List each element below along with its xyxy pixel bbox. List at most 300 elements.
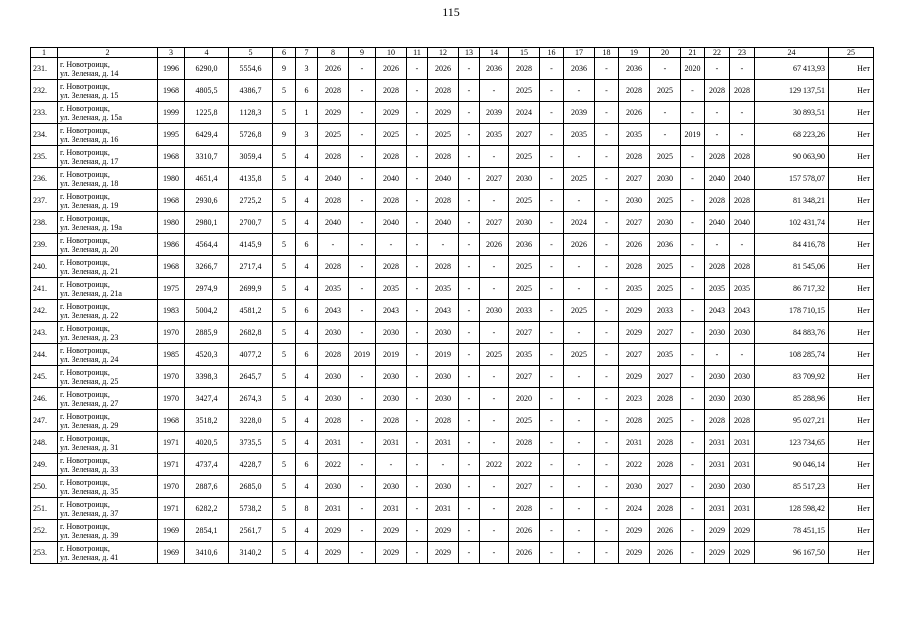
address-cell xyxy=(58,146,158,168)
table-cell: 2031 xyxy=(428,498,459,520)
flag-cell: Нет xyxy=(829,300,874,322)
table-cell: 4737,4 xyxy=(185,454,229,476)
table-cell: 2025 xyxy=(376,124,407,146)
cost-cell: 95 027,21 xyxy=(755,410,829,432)
flag-cell: Нет xyxy=(829,476,874,498)
table-cell: 1969 xyxy=(158,520,185,542)
table-cell: 2027 xyxy=(619,344,650,366)
table-cell: - xyxy=(705,234,730,256)
table-cell: - xyxy=(459,168,480,190)
column-number-header: 15 xyxy=(509,48,540,58)
address-street: ул. Зеленая, д. 25 xyxy=(60,376,119,386)
flag-cell: Нет xyxy=(829,190,874,212)
table-cell: - xyxy=(595,58,619,80)
table-cell: 2030 xyxy=(705,476,730,498)
table-cell: - xyxy=(681,366,705,388)
table-cell: 2025 xyxy=(650,80,681,102)
table-cell: 2043 xyxy=(705,300,730,322)
table-cell: 2025 xyxy=(650,278,681,300)
cost-cell: 85 517,23 xyxy=(755,476,829,498)
table-cell: - xyxy=(349,520,376,542)
table-cell: - xyxy=(540,388,564,410)
table-cell: - xyxy=(564,256,595,278)
address-cell xyxy=(58,322,158,344)
table-row xyxy=(31,190,874,212)
table-cell: - xyxy=(595,454,619,476)
table-cell: 2031 xyxy=(376,498,407,520)
table-cell: - xyxy=(705,344,730,366)
table-cell: 2040 xyxy=(318,168,349,190)
table-cell: 2026 xyxy=(650,542,681,564)
table-cell: 2028 xyxy=(730,256,755,278)
table-cell: - xyxy=(681,102,705,124)
housing-repair-table xyxy=(30,47,874,564)
table-cell: 2035 xyxy=(428,278,459,300)
table-row xyxy=(31,322,874,344)
flag-cell: Нет xyxy=(829,168,874,190)
row-number-cell: 244. xyxy=(31,344,58,366)
table-cell: 2019 xyxy=(681,124,705,146)
table-cell: 2028 xyxy=(705,256,730,278)
address-city: г. Новотроицк, xyxy=(60,433,110,443)
table-cell: - xyxy=(349,124,376,146)
address-street: ул. Зеленая, д. 37 xyxy=(60,508,119,518)
table-cell: 2030 xyxy=(650,168,681,190)
address-street: ул. Зеленая, д. 15а xyxy=(60,112,122,122)
table-cell: 2031 xyxy=(730,454,755,476)
table-cell: 5 xyxy=(273,80,296,102)
table-cell: 2030 xyxy=(509,212,540,234)
table-cell: - xyxy=(595,256,619,278)
table-row xyxy=(31,520,874,542)
table-cell: - xyxy=(540,124,564,146)
address-city: г. Новотроицк, xyxy=(60,543,110,553)
table-cell: 2040 xyxy=(376,212,407,234)
table-cell: - xyxy=(681,190,705,212)
table-cell: 2980,1 xyxy=(185,212,229,234)
table-cell: 2025 xyxy=(428,124,459,146)
table-cell: 5 xyxy=(273,212,296,234)
flag-cell: Нет xyxy=(829,366,874,388)
table-cell: 2030 xyxy=(650,212,681,234)
flag-cell: Нет xyxy=(829,432,874,454)
table-cell: - xyxy=(407,300,428,322)
table-cell: - xyxy=(540,366,564,388)
table-cell: - xyxy=(459,80,480,102)
table-cell: - xyxy=(459,366,480,388)
table-cell: - xyxy=(681,542,705,564)
table-cell: 5 xyxy=(273,234,296,256)
column-number-header: 14 xyxy=(480,48,509,58)
table-cell: 2030 xyxy=(705,366,730,388)
table-cell: - xyxy=(407,520,428,542)
table-cell: - xyxy=(459,234,480,256)
table-cell: - xyxy=(540,278,564,300)
table-row xyxy=(31,168,874,190)
table-cell: - xyxy=(459,256,480,278)
cost-cell: 86 717,32 xyxy=(755,278,829,300)
row-number-cell: 245. xyxy=(31,366,58,388)
table-cell: - xyxy=(407,190,428,212)
table-cell: - xyxy=(480,256,509,278)
column-number-header: 10 xyxy=(376,48,407,58)
cost-cell: 96 167,50 xyxy=(755,542,829,564)
table-cell: 2030 xyxy=(428,366,459,388)
row-number-cell: 241. xyxy=(31,278,58,300)
table-cell: 2028 xyxy=(428,410,459,432)
cost-cell: 102 431,74 xyxy=(755,212,829,234)
table-cell: - xyxy=(459,388,480,410)
table-cell: - xyxy=(540,102,564,124)
table-cell: 2028 xyxy=(376,410,407,432)
column-number-header: 17 xyxy=(564,48,595,58)
table-cell: 2035 xyxy=(480,124,509,146)
page-number: 115 xyxy=(442,5,460,19)
table-cell: 1968 xyxy=(158,410,185,432)
table-cell: 2019 xyxy=(376,344,407,366)
table-cell: 6 xyxy=(296,300,318,322)
table-cell: 2019 xyxy=(428,344,459,366)
address-city: г. Новотроицк, xyxy=(60,389,110,399)
row-number-cell: 242. xyxy=(31,300,58,322)
table-cell: - xyxy=(428,454,459,476)
table-cell: - xyxy=(564,476,595,498)
table-cell: 2025 xyxy=(509,256,540,278)
flag-cell: Нет xyxy=(829,388,874,410)
table-cell: 3266,7 xyxy=(185,256,229,278)
table-cell: - xyxy=(595,344,619,366)
table-cell: 2025 xyxy=(509,80,540,102)
table-cell: 2040 xyxy=(730,212,755,234)
table-cell: 2029 xyxy=(619,300,650,322)
address-cell xyxy=(58,168,158,190)
table-cell: 2027 xyxy=(480,168,509,190)
address-cell xyxy=(58,80,158,102)
table-cell: 1986 xyxy=(158,234,185,256)
address-cell xyxy=(58,278,158,300)
flag-cell: Нет xyxy=(829,234,874,256)
table-cell: - xyxy=(540,410,564,432)
table-cell: 4651,4 xyxy=(185,168,229,190)
address-cell xyxy=(58,498,158,520)
address-cell xyxy=(58,388,158,410)
row-number-cell: 237. xyxy=(31,190,58,212)
table-cell: 2027 xyxy=(619,212,650,234)
cost-cell: 84 883,76 xyxy=(755,322,829,344)
table-cell: - xyxy=(459,344,480,366)
table-cell: 2030 xyxy=(376,322,407,344)
table-cell: - xyxy=(459,454,480,476)
cost-cell: 85 288,96 xyxy=(755,388,829,410)
table-cell: - xyxy=(540,146,564,168)
table-cell: 2024 xyxy=(619,498,650,520)
table-row xyxy=(31,542,874,564)
table-cell: - xyxy=(595,234,619,256)
flag-cell: Нет xyxy=(829,498,874,520)
table-row xyxy=(31,366,874,388)
address-street: ул. Зеленая, д. 41 xyxy=(60,552,119,562)
address-city: г. Новотроицк, xyxy=(60,81,110,91)
flag-cell: Нет xyxy=(829,542,874,564)
table-cell: - xyxy=(730,124,755,146)
table-cell: - xyxy=(540,212,564,234)
table-row xyxy=(31,498,874,520)
table-cell: 2030 xyxy=(730,322,755,344)
row-number-cell: 233. xyxy=(31,102,58,124)
cost-cell: 83 709,92 xyxy=(755,366,829,388)
row-number-cell: 234. xyxy=(31,124,58,146)
table-cell: 2035 xyxy=(619,124,650,146)
table-row xyxy=(31,454,874,476)
table-cell: 2030 xyxy=(705,322,730,344)
table-cell: - xyxy=(349,234,376,256)
table-cell: - xyxy=(681,344,705,366)
table-cell: - xyxy=(480,388,509,410)
flag-cell: Нет xyxy=(829,212,874,234)
table-cell: 4020,5 xyxy=(185,432,229,454)
table-cell: - xyxy=(349,80,376,102)
table-cell: - xyxy=(349,454,376,476)
table-cell: 2029 xyxy=(376,520,407,542)
table-body xyxy=(31,48,874,564)
address-cell xyxy=(58,542,158,564)
table-cell: 2029 xyxy=(619,520,650,542)
table-cell: - xyxy=(540,498,564,520)
table-cell: - xyxy=(349,102,376,124)
table-cell: 2036 xyxy=(650,234,681,256)
table-cell: 2022 xyxy=(509,454,540,476)
address-city: г. Новотроицк, xyxy=(60,323,110,333)
table-cell: 5 xyxy=(273,322,296,344)
table-cell: - xyxy=(595,388,619,410)
table-row xyxy=(31,124,874,146)
table-cell: - xyxy=(564,432,595,454)
table-cell: 2022 xyxy=(318,454,349,476)
column-number-header: 11 xyxy=(407,48,428,58)
table-cell: - xyxy=(540,454,564,476)
address-cell xyxy=(58,212,158,234)
cost-cell: 128 598,42 xyxy=(755,498,829,520)
cost-cell: 81 348,21 xyxy=(755,190,829,212)
table-cell: 2020 xyxy=(509,388,540,410)
address-street: ул. Зеленая, д. 23 xyxy=(60,332,119,342)
address-street: ул. Зеленая, д. 18 xyxy=(60,178,119,188)
table-cell: 2029 xyxy=(318,520,349,542)
table-cell: - xyxy=(480,520,509,542)
table-cell: 2035 xyxy=(730,278,755,300)
table-cell: - xyxy=(349,168,376,190)
address-street: ул. Зеленая, д. 24 xyxy=(60,354,119,364)
flag-cell: Нет xyxy=(829,58,874,80)
table-cell: - xyxy=(540,256,564,278)
table-cell: 2029 xyxy=(619,322,650,344)
address-cell xyxy=(58,300,158,322)
table-cell: 2024 xyxy=(509,102,540,124)
table-cell: - xyxy=(540,80,564,102)
table-cell: 2025 xyxy=(564,300,595,322)
column-number-header: 18 xyxy=(595,48,619,58)
table-cell: - xyxy=(595,300,619,322)
table-cell: 2035 xyxy=(376,278,407,300)
table-cell: 2028 xyxy=(428,190,459,212)
table-cell: - xyxy=(595,168,619,190)
table-cell: - xyxy=(376,234,407,256)
table-cell: 2035 xyxy=(705,278,730,300)
table-cell: 6290,0 xyxy=(185,58,229,80)
table-cell: 2682,8 xyxy=(229,322,273,344)
column-number-header-row xyxy=(31,48,874,58)
table-cell: 4 xyxy=(296,256,318,278)
table-cell: - xyxy=(407,476,428,498)
column-number-header: 2 xyxy=(58,48,158,58)
column-number-header: 1 xyxy=(31,48,58,58)
table-cell: 5 xyxy=(273,410,296,432)
table-cell: 2027 xyxy=(509,476,540,498)
table-cell: - xyxy=(540,190,564,212)
table-cell: - xyxy=(349,212,376,234)
table-cell: - xyxy=(540,432,564,454)
address-city: г. Новотроицк, xyxy=(60,411,110,421)
table-cell: - xyxy=(459,542,480,564)
table-cell: - xyxy=(564,388,595,410)
table-cell: - xyxy=(730,58,755,80)
table-cell: - xyxy=(705,124,730,146)
table-cell: - xyxy=(540,344,564,366)
table-cell: - xyxy=(480,278,509,300)
table-cell: - xyxy=(459,146,480,168)
table-cell: - xyxy=(407,454,428,476)
table-row xyxy=(31,146,874,168)
address-street: ул. Зеленая, д. 16 xyxy=(60,134,119,144)
column-number-header: 3 xyxy=(158,48,185,58)
table-cell: 2930,6 xyxy=(185,190,229,212)
flag-cell: Нет xyxy=(829,256,874,278)
table-cell: - xyxy=(349,256,376,278)
table-cell: - xyxy=(459,432,480,454)
table-cell: 1985 xyxy=(158,344,185,366)
row-number-cell: 243. xyxy=(31,322,58,344)
column-number-header: 8 xyxy=(318,48,349,58)
table-cell: 2029 xyxy=(730,520,755,542)
table-cell: 2039 xyxy=(480,102,509,124)
table-cell: 2040 xyxy=(705,168,730,190)
address-street: ул. Зеленая, д. 21 xyxy=(60,266,119,276)
table-cell: 5 xyxy=(273,146,296,168)
cost-cell: 78 451,15 xyxy=(755,520,829,542)
table-cell: 5 xyxy=(273,476,296,498)
table-cell: 8 xyxy=(296,498,318,520)
table-cell: 2030 xyxy=(509,168,540,190)
table-cell: 2030 xyxy=(318,388,349,410)
address-city: г. Новотроицк, xyxy=(60,367,110,377)
table-cell: - xyxy=(407,410,428,432)
table-cell: 2685,0 xyxy=(229,476,273,498)
table-cell: 2974,9 xyxy=(185,278,229,300)
table-cell: 2026 xyxy=(619,102,650,124)
address-cell xyxy=(58,102,158,124)
table-row xyxy=(31,102,874,124)
table-cell: - xyxy=(595,146,619,168)
table-cell: - xyxy=(459,300,480,322)
cost-cell: 108 285,74 xyxy=(755,344,829,366)
table-cell: 2035 xyxy=(650,344,681,366)
address-cell xyxy=(58,234,158,256)
table-cell: - xyxy=(480,542,509,564)
table-cell: 2027 xyxy=(650,366,681,388)
table-cell: - xyxy=(595,278,619,300)
cost-cell: 123 734,65 xyxy=(755,432,829,454)
column-number-header: 6 xyxy=(273,48,296,58)
table-cell: 2026 xyxy=(509,542,540,564)
cost-cell: 178 710,15 xyxy=(755,300,829,322)
table-cell: 2028 xyxy=(376,256,407,278)
table-cell: - xyxy=(681,322,705,344)
table-cell: 2029 xyxy=(619,366,650,388)
table-cell: 6 xyxy=(296,344,318,366)
address-cell xyxy=(58,476,158,498)
table-cell: 2028 xyxy=(705,190,730,212)
table-cell: 2028 xyxy=(650,454,681,476)
table-cell: 2035 xyxy=(318,278,349,300)
address-cell xyxy=(58,366,158,388)
table-cell: 2028 xyxy=(705,80,730,102)
table-cell: 5 xyxy=(273,498,296,520)
table-cell: 1995 xyxy=(158,124,185,146)
table-cell: - xyxy=(681,410,705,432)
flag-cell: Нет xyxy=(829,322,874,344)
table-cell: 2030 xyxy=(428,476,459,498)
column-number-header: 9 xyxy=(349,48,376,58)
table-cell: - xyxy=(595,432,619,454)
table-cell: 1983 xyxy=(158,300,185,322)
table-cell: 2043 xyxy=(730,300,755,322)
table-cell: - xyxy=(564,454,595,476)
cost-cell: 68 223,26 xyxy=(755,124,829,146)
table-cell: 2036 xyxy=(509,234,540,256)
row-number-cell: 250. xyxy=(31,476,58,498)
table-cell: 3 xyxy=(296,58,318,80)
table-cell: 2027 xyxy=(650,476,681,498)
table-cell: - xyxy=(564,322,595,344)
table-cell: 2025 xyxy=(650,146,681,168)
table-cell: 2028 xyxy=(318,344,349,366)
table-cell: 2031 xyxy=(318,498,349,520)
table-cell: 5 xyxy=(273,168,296,190)
table-cell: 5 xyxy=(273,388,296,410)
table-cell: 1975 xyxy=(158,278,185,300)
table-cell: - xyxy=(540,476,564,498)
table-cell: 2029 xyxy=(619,542,650,564)
table-cell: 2028 xyxy=(619,80,650,102)
table-cell: - xyxy=(595,80,619,102)
table-cell: - xyxy=(540,520,564,542)
table-cell: 1980 xyxy=(158,212,185,234)
table-cell: - xyxy=(564,278,595,300)
table-cell: 3398,3 xyxy=(185,366,229,388)
address-city: г. Новотроицк, xyxy=(60,257,110,267)
address-street: ул. Зеленая, д. 39 xyxy=(60,530,119,540)
table-cell: 2028 xyxy=(619,410,650,432)
table-cell: 4 xyxy=(296,520,318,542)
table-cell: - xyxy=(407,102,428,124)
table-cell: 2030 xyxy=(376,476,407,498)
table-cell: 6282,2 xyxy=(185,498,229,520)
table-cell: 1225,8 xyxy=(185,102,229,124)
table-cell: 2028 xyxy=(619,256,650,278)
table-cell: 2031 xyxy=(428,432,459,454)
table-cell: 6 xyxy=(296,234,318,256)
table-cell: 2043 xyxy=(428,300,459,322)
